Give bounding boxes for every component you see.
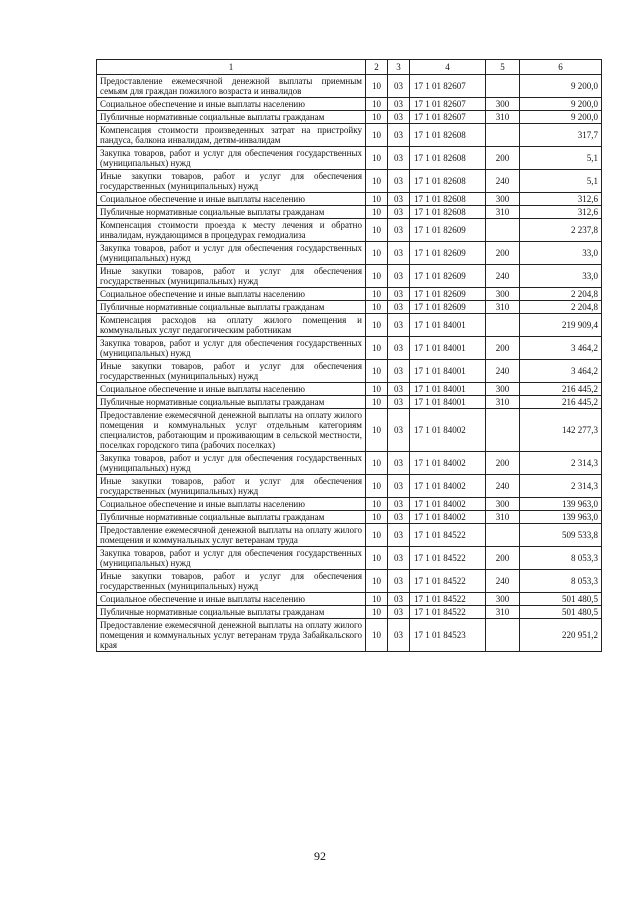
row-name-cell: Предоставление ежемесячной денежной выплаты на оплату жилого помещения и коммунальных услуг ветеранам труда Забайкальского края: [97, 619, 366, 652]
row-section-cell: 10: [366, 452, 388, 475]
row-name-cell: Социальное обеспечение и иные выплаты населению: [97, 383, 366, 396]
row-amount-cell: 139 963,0: [520, 498, 602, 511]
row-subsection-cell: 03: [388, 606, 410, 619]
row-section-cell: 10: [366, 206, 388, 219]
table-row: [97, 383, 602, 396]
row-amount-cell: 2 314,3: [520, 452, 602, 475]
row-expense-type-cell: 200: [486, 337, 520, 360]
row-section-cell: 10: [366, 511, 388, 524]
row-amount-cell: 9 200,0: [520, 111, 602, 124]
row-amount-cell: 2 204,8: [520, 288, 602, 301]
table-row: [97, 301, 602, 314]
row-subsection-cell: 03: [388, 206, 410, 219]
page-number: 92: [314, 849, 326, 863]
row-subsection-cell: 03: [388, 301, 410, 314]
row-section-cell: 10: [366, 570, 388, 593]
row-target-code-cell: 17 1 01 84001: [410, 337, 486, 360]
row-expense-type-cell: 200: [486, 452, 520, 475]
row-amount-cell: 9 200,0: [520, 98, 602, 111]
row-amount-cell: 216 445,2: [520, 383, 602, 396]
table-row: [97, 147, 602, 170]
table-row: [97, 314, 602, 337]
row-expense-type-cell: 300: [486, 593, 520, 606]
row-subsection-cell: 03: [388, 147, 410, 170]
row-amount-cell: 312,6: [520, 206, 602, 219]
table-row: [97, 360, 602, 383]
row-target-code-cell: 17 1 01 84001: [410, 383, 486, 396]
row-section-cell: 10: [366, 75, 388, 98]
row-target-code-cell: 17 1 01 84522: [410, 606, 486, 619]
row-subsection-cell: 03: [388, 288, 410, 301]
row-target-code-cell: 17 1 01 84002: [410, 409, 486, 452]
row-name-cell: Иные закупки товаров, работ и услуг для обеспечения государственных (муниципальных) нужд: [97, 475, 366, 498]
row-amount-cell: 220 951,2: [520, 619, 602, 652]
row-section-cell: 10: [366, 98, 388, 111]
budget-table-container: [96, 59, 601, 652]
table-row: [97, 98, 602, 111]
row-subsection-cell: 03: [388, 219, 410, 242]
column-header-amount: 6: [520, 60, 602, 75]
row-expense-type-cell: 310: [486, 206, 520, 219]
row-subsection-cell: 03: [388, 396, 410, 409]
row-subsection-cell: 03: [388, 265, 410, 288]
row-subsection-cell: 03: [388, 337, 410, 360]
row-name-cell: Компенсация стоимости проезда к месту лечения и обратно инвалидам, нуждающимся в процедурах гемодиализа: [97, 219, 366, 242]
row-expense-type-cell: 300: [486, 193, 520, 206]
table-row: [97, 547, 602, 570]
row-expense-type-cell: 240: [486, 475, 520, 498]
row-subsection-cell: 03: [388, 547, 410, 570]
table-row: [97, 242, 602, 265]
table-row: [97, 570, 602, 593]
row-subsection-cell: 03: [388, 124, 410, 147]
row-subsection-cell: 03: [388, 75, 410, 98]
row-expense-type-cell: 310: [486, 396, 520, 409]
row-section-cell: 10: [366, 606, 388, 619]
row-subsection-cell: 03: [388, 314, 410, 337]
row-target-code-cell: 17 1 01 84522: [410, 593, 486, 606]
row-target-code-cell: 17 1 01 82609: [410, 301, 486, 314]
row-section-cell: 10: [366, 409, 388, 452]
row-target-code-cell: 17 1 01 82608: [410, 147, 486, 170]
table-header-row: [97, 60, 602, 75]
row-expense-type-cell: [486, 619, 520, 652]
row-amount-cell: 317,7: [520, 124, 602, 147]
row-section-cell: 10: [366, 147, 388, 170]
table-body: [97, 75, 602, 652]
row-amount-cell: 5,1: [520, 170, 602, 193]
row-expense-type-cell: [486, 124, 520, 147]
row-section-cell: 10: [366, 383, 388, 396]
row-amount-cell: 216 445,2: [520, 396, 602, 409]
row-target-code-cell: 17 1 01 84522: [410, 547, 486, 570]
row-name-cell: Публичные нормативные социальные выплаты гражданам: [97, 606, 366, 619]
table-row: [97, 511, 602, 524]
row-section-cell: 10: [366, 475, 388, 498]
row-amount-cell: 9 200,0: [520, 75, 602, 98]
row-section-cell: 10: [366, 593, 388, 606]
row-target-code-cell: 17 1 01 82608: [410, 124, 486, 147]
row-subsection-cell: 03: [388, 383, 410, 396]
row-target-code-cell: 17 1 01 82608: [410, 206, 486, 219]
row-target-code-cell: 17 1 01 84002: [410, 498, 486, 511]
row-expense-type-cell: 300: [486, 383, 520, 396]
row-subsection-cell: 03: [388, 475, 410, 498]
table-row: [97, 193, 602, 206]
row-amount-cell: 2 204,8: [520, 301, 602, 314]
row-target-code-cell: 17 1 01 82607: [410, 75, 486, 98]
row-amount-cell: 33,0: [520, 242, 602, 265]
row-target-code-cell: 17 1 01 84001: [410, 360, 486, 383]
row-amount-cell: 501 480,5: [520, 593, 602, 606]
column-header-name: 1: [97, 60, 366, 75]
row-expense-type-cell: 200: [486, 147, 520, 170]
row-section-cell: 10: [366, 396, 388, 409]
table-row: [97, 124, 602, 147]
row-expense-type-cell: [486, 75, 520, 98]
row-section-cell: 10: [366, 498, 388, 511]
table-row: [97, 606, 602, 619]
row-amount-cell: 509 533,8: [520, 524, 602, 547]
row-name-cell: Предоставление ежемесячной денежной выплаты на оплату жилого помещения и коммунальных услуг ветеранам труда: [97, 524, 366, 547]
row-section-cell: 10: [366, 219, 388, 242]
table-row: [97, 170, 602, 193]
row-target-code-cell: 17 1 01 82609: [410, 219, 486, 242]
row-section-cell: 10: [366, 265, 388, 288]
table-row: [97, 265, 602, 288]
row-name-cell: Социальное обеспечение и иные выплаты населению: [97, 288, 366, 301]
row-target-code-cell: 17 1 01 84001: [410, 396, 486, 409]
row-section-cell: 10: [366, 619, 388, 652]
row-section-cell: 10: [366, 288, 388, 301]
row-amount-cell: 2 237,8: [520, 219, 602, 242]
table-row: [97, 409, 602, 452]
row-amount-cell: 33,0: [520, 265, 602, 288]
table-row: [97, 452, 602, 475]
row-section-cell: 10: [366, 193, 388, 206]
row-section-cell: 10: [366, 360, 388, 383]
row-target-code-cell: 17 1 01 82608: [410, 170, 486, 193]
row-target-code-cell: 17 1 01 82608: [410, 193, 486, 206]
column-header-target-code: 4: [410, 60, 486, 75]
row-section-cell: 10: [366, 301, 388, 314]
row-section-cell: 10: [366, 242, 388, 265]
row-expense-type-cell: 310: [486, 511, 520, 524]
row-target-code-cell: 17 1 01 84522: [410, 524, 486, 547]
row-name-cell: Предоставление ежемесячной денежной выплаты приемным семьям для граждан пожилого возраста и инвалидов: [97, 75, 366, 98]
row-section-cell: 10: [366, 337, 388, 360]
row-expense-type-cell: 310: [486, 606, 520, 619]
budget-table: [96, 59, 602, 652]
row-name-cell: Иные закупки товаров, работ и услуг для обеспечения государственных (муниципальных) нужд: [97, 170, 366, 193]
row-section-cell: 10: [366, 170, 388, 193]
row-section-cell: 10: [366, 111, 388, 124]
row-target-code-cell: 17 1 01 84002: [410, 475, 486, 498]
row-subsection-cell: 03: [388, 570, 410, 593]
row-section-cell: 10: [366, 524, 388, 547]
row-subsection-cell: 03: [388, 360, 410, 383]
row-name-cell: Закупка товаров, работ и услуг для обеспечения государственных (муниципальных) нужд: [97, 147, 366, 170]
row-expense-type-cell: 240: [486, 170, 520, 193]
row-name-cell: Закупка товаров, работ и услуг для обеспечения государственных (муниципальных) нужд: [97, 452, 366, 475]
row-expense-type-cell: 310: [486, 301, 520, 314]
row-subsection-cell: 03: [388, 111, 410, 124]
row-expense-type-cell: [486, 409, 520, 452]
row-name-cell: Иные закупки товаров, работ и услуг для обеспечения государственных (муниципальных) нужд: [97, 360, 366, 383]
table-row: [97, 288, 602, 301]
row-subsection-cell: 03: [388, 409, 410, 452]
row-name-cell: Социальное обеспечение и иные выплаты населению: [97, 593, 366, 606]
row-name-cell: Публичные нормативные социальные выплаты гражданам: [97, 206, 366, 219]
row-name-cell: Предоставление ежемесячной денежной выплаты на оплату жилого помещения и коммунальных услуг отдельным категориям специалистов, работающим и проживающим в сельской местности, поселках городского типа (рабочих поселках): [97, 409, 366, 452]
row-expense-type-cell: 240: [486, 360, 520, 383]
row-subsection-cell: 03: [388, 524, 410, 547]
row-target-code-cell: 17 1 01 82609: [410, 288, 486, 301]
table-row: [97, 337, 602, 360]
table-row: [97, 396, 602, 409]
table-row: [97, 475, 602, 498]
row-amount-cell: 142 277,3: [520, 409, 602, 452]
row-amount-cell: 312,6: [520, 193, 602, 206]
row-amount-cell: 501 480,5: [520, 606, 602, 619]
row-expense-type-cell: 300: [486, 98, 520, 111]
table-row: [97, 206, 602, 219]
row-name-cell: Закупка товаров, работ и услуг для обеспечения государственных (муниципальных) нужд: [97, 337, 366, 360]
row-amount-cell: 139 963,0: [520, 511, 602, 524]
row-subsection-cell: 03: [388, 511, 410, 524]
row-subsection-cell: 03: [388, 452, 410, 475]
row-amount-cell: 3 464,2: [520, 360, 602, 383]
row-name-cell: Закупка товаров, работ и услуг для обеспечения государственных (муниципальных) нужд: [97, 242, 366, 265]
row-name-cell: Социальное обеспечение и иные выплаты населению: [97, 98, 366, 111]
row-target-code-cell: 17 1 01 84002: [410, 511, 486, 524]
row-amount-cell: 8 053,3: [520, 547, 602, 570]
row-expense-type-cell: 200: [486, 547, 520, 570]
row-expense-type-cell: 240: [486, 265, 520, 288]
column-header-subsection: 3: [388, 60, 410, 75]
row-section-cell: 10: [366, 547, 388, 570]
row-target-code-cell: 17 1 01 84001: [410, 314, 486, 337]
row-name-cell: Социальное обеспечение и иные выплаты населению: [97, 193, 366, 206]
row-target-code-cell: 17 1 01 82609: [410, 265, 486, 288]
row-expense-type-cell: [486, 314, 520, 337]
row-name-cell: Публичные нормативные социальные выплаты гражданам: [97, 301, 366, 314]
row-target-code-cell: 17 1 01 84523: [410, 619, 486, 652]
row-subsection-cell: 03: [388, 193, 410, 206]
row-expense-type-cell: 310: [486, 111, 520, 124]
row-expense-type-cell: [486, 524, 520, 547]
row-name-cell: Иные закупки товаров, работ и услуг для обеспечения государственных (муниципальных) нужд: [97, 265, 366, 288]
column-header-expense-type: 5: [486, 60, 520, 75]
row-expense-type-cell: 300: [486, 288, 520, 301]
table-row: [97, 111, 602, 124]
table-row: [97, 593, 602, 606]
row-amount-cell: 8 053,3: [520, 570, 602, 593]
row-section-cell: 10: [366, 124, 388, 147]
row-target-code-cell: 17 1 01 82607: [410, 98, 486, 111]
row-subsection-cell: 03: [388, 593, 410, 606]
row-target-code-cell: 17 1 01 84002: [410, 452, 486, 475]
row-name-cell: Иные закупки товаров, работ и услуг для обеспечения государственных (муниципальных) нужд: [97, 570, 366, 593]
row-amount-cell: 5,1: [520, 147, 602, 170]
row-amount-cell: 219 909,4: [520, 314, 602, 337]
row-name-cell: Социальное обеспечение и иные выплаты населению: [97, 498, 366, 511]
row-amount-cell: 3 464,2: [520, 337, 602, 360]
table-row: [97, 75, 602, 98]
row-target-code-cell: 17 1 01 84522: [410, 570, 486, 593]
row-name-cell: Публичные нормативные социальные выплаты гражданам: [97, 511, 366, 524]
row-target-code-cell: 17 1 01 82607: [410, 111, 486, 124]
row-amount-cell: 2 314,3: [520, 475, 602, 498]
row-section-cell: 10: [366, 314, 388, 337]
row-target-code-cell: 17 1 01 82609: [410, 242, 486, 265]
row-subsection-cell: 03: [388, 242, 410, 265]
row-expense-type-cell: 240: [486, 570, 520, 593]
row-subsection-cell: 03: [388, 98, 410, 111]
table-row: [97, 524, 602, 547]
row-expense-type-cell: [486, 219, 520, 242]
row-name-cell: Закупка товаров, работ и услуг для обеспечения государственных (муниципальных) нужд: [97, 547, 366, 570]
row-expense-type-cell: 300: [486, 498, 520, 511]
row-expense-type-cell: 200: [486, 242, 520, 265]
row-subsection-cell: 03: [388, 498, 410, 511]
table-row: [97, 619, 602, 652]
table-row: [97, 498, 602, 511]
row-name-cell: Публичные нормативные социальные выплаты гражданам: [97, 111, 366, 124]
row-subsection-cell: 03: [388, 170, 410, 193]
row-name-cell: Компенсация расходов на оплату жилого помещения и коммунальных услуг педагогическим работникам: [97, 314, 366, 337]
column-header-section: 2: [366, 60, 388, 75]
table-row: [97, 219, 602, 242]
row-subsection-cell: 03: [388, 619, 410, 652]
row-name-cell: Публичные нормативные социальные выплаты гражданам: [97, 396, 366, 409]
row-name-cell: Компенсация стоимости произведенных затрат на пристройку пандуса, балкона инвалидам, детям-инвалидам: [97, 124, 366, 147]
